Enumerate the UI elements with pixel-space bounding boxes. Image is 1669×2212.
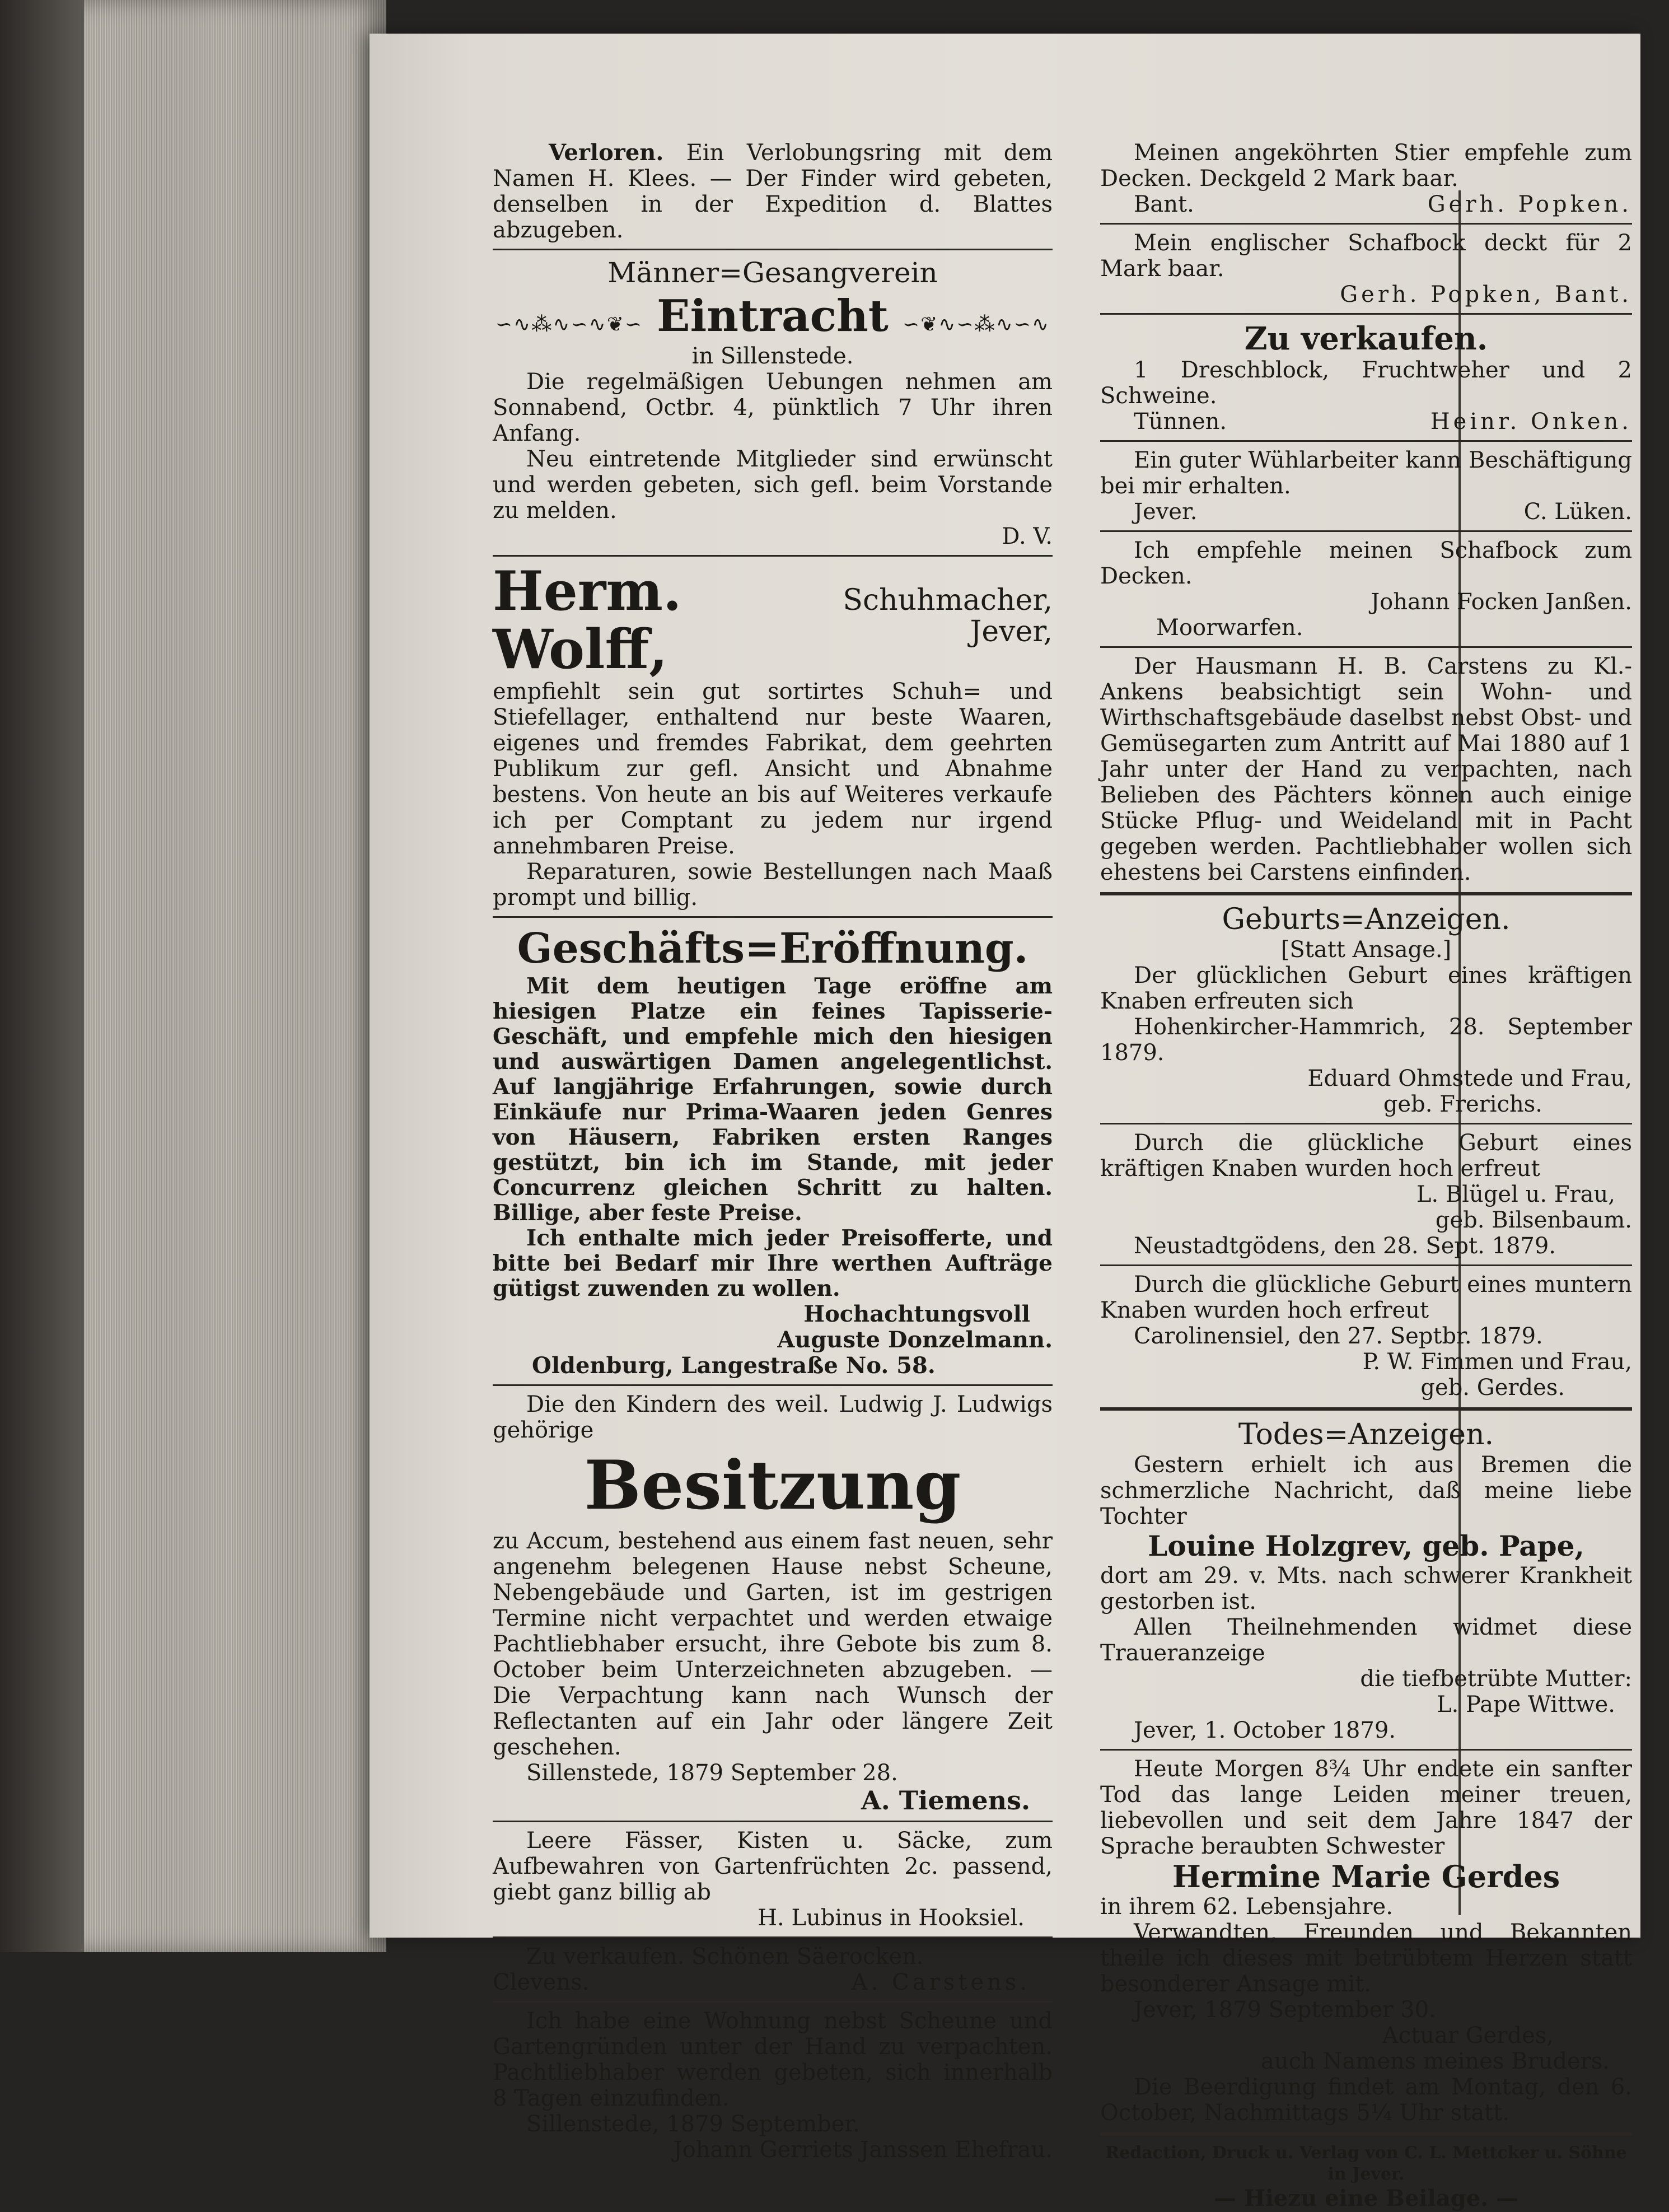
- verk-sign-row: [1100, 409, 1632, 435]
- lost-ad: [493, 140, 1053, 243]
- birth2-signature: L. Blügel u. Frau,: [1416, 1182, 1615, 1207]
- birth2-text: Durch die glückliche Geburt eines kräftigen Knaben wurden hoch erfreut: [1100, 1130, 1632, 1182]
- stier-text: Meinen angeköhrten Stier empfehle zum Decken. Deckgeld 2 Mark baar.: [1100, 140, 1632, 192]
- death2-name: Hermine Marie Gerdes: [1172, 1859, 1560, 1894]
- sale-place: Clevens.: [493, 1970, 590, 1995]
- besitz-signature: A. Tiemens.: [861, 1785, 1030, 1816]
- death2-text: Heute Morgen 8¾ Uhr endete ein sanfter Tod das lange Leiden meiner treuen, liebevollen und seit dem Jahre 1847 der Sprache beraubten Schwester: [1100, 1756, 1632, 1859]
- bock-text: Ich empfehle meinen Schafbock zum Decken.: [1100, 538, 1632, 589]
- wohnung-text: Ich habe eine Wohnung nebst Scheune und Gartengründen unter der Hand zu verpachten. Pachtliebhaber werden gebeten, sich innerhalb 8 Tagen einzufinden.: [493, 2008, 1053, 2111]
- besitz-intro: Die den Kindern des weil. Ludwig J. Ludwigs gehörige: [493, 1392, 1053, 1443]
- muehl-sign-row: [1100, 499, 1632, 525]
- geburt-subtitle: [Statt Ansage.]: [1280, 937, 1452, 963]
- birth3-date: Carolinensiel, den 27. Septbr. 1879.: [1134, 1323, 1543, 1349]
- imprint: Redaction, Druck u. Verlag von C. L. Mettcker u. Söhne in Jever.: [1105, 2143, 1627, 2184]
- faesser-text: Leere Fässer, Kisten u. Säcke, zum Aufbewahren von Gartenfrüchten 2c. passend, giebt ganz billig ab: [493, 1828, 1053, 1905]
- opening-address: Oldenburg, Langestraße No. 58.: [532, 1352, 936, 1379]
- death1-name: Louine Holzgrev, geb. Pape,: [1148, 1529, 1584, 1562]
- stier-place: Bant.: [1134, 192, 1194, 217]
- stier-signature: Gerh. Popken.: [1427, 192, 1632, 217]
- birth1-signature-2: geb. Frerichs.: [1383, 1091, 1542, 1117]
- wolff-trade: Schuhmacher,: [843, 584, 1053, 617]
- divider: [1100, 313, 1632, 315]
- left-column-content: [493, 140, 1053, 2163]
- besitz-date: Sillenstede, 1879 September 28.: [526, 1760, 898, 1786]
- birth3-signature-2: geb. Gerdes.: [1420, 1375, 1565, 1401]
- lost-heading: Verloren.: [549, 139, 664, 166]
- besitz-title: Besitzung: [584, 1446, 961, 1525]
- wohnung-signature: Johann Gerriets Janssen Ehefrau.: [673, 2137, 1053, 2163]
- book-spine-shadow: [0, 0, 84, 1952]
- besitz-text: zu Accum, bestehend aus einem fast neuen, sehr angenehm belegenen Hause nebst Scheune, Nebengebäude und Garten, ist im gestrigen Termine nicht verpachtet und werden etwaige Pachtliebhaber ersucht, ihre Gebote bis zum 8. October beim Unterzeichneten abzugeben. — Die Verpachtung kann nach Wunsch der Reflectanten auf ein Jahr oder längere Zeit geschehen.: [493, 1528, 1053, 1760]
- wolff-paragraph-2: Reparaturen, sowie Bestellungen nach Maaß prompt und billig.: [493, 859, 1053, 911]
- choir-title: Männer=Gesangverein: [607, 256, 938, 289]
- geburt-title: Geburts=Anzeigen.: [1222, 903, 1511, 936]
- sale-text: Zu verkaufen. Schönen Säerocken.: [526, 1944, 924, 1970]
- wolff-town: Jever,: [970, 615, 1053, 648]
- death1-signature-2: L. Pape Wittwe.: [1437, 1692, 1615, 1718]
- verk-title: Zu verkaufen.: [1244, 320, 1488, 357]
- lost-text: Ein Verlobungsring mit dem Namen H. Klees. — Der Finder wird gebeten, denselben in der Expedition d. Blattes abzugeben.: [493, 140, 1053, 243]
- stier-sign-row: [1100, 192, 1632, 217]
- death1-text: Gestern erhielt ich aus Bremen die schmerzliche Nachricht, daß meine liebe Tochter: [1100, 1452, 1632, 1529]
- sale-sign-row: [493, 1970, 1053, 1995]
- birth3-signature: P. W. Fimmen und Frau,: [1362, 1349, 1632, 1375]
- schaf-signature: Gerh. Popken, Bant.: [1340, 282, 1632, 307]
- opening-title: Geschäfts=Eröffnung.: [517, 925, 1028, 973]
- wolff-name: Herm. Wolff,: [493, 559, 682, 681]
- haus-text: Der Hausmann H. B. Carstens zu Kl.-Ankens beabsichtigt sein Wohn- und Wirthschaftsgebäude daselbst nebst Obst- und Gemüsegarten zum Antritt auf Mai 1880 auf 1 Jahr unter der Hand zu verpachten, nach Belieben des Pächters können auch einige Stücke Pflug- und Weideland mit in Pacht gegeben werden. Pachtliebhaber wollen sich ehestens bei Carstens einfinden.: [1100, 654, 1632, 885]
- death2-text-2: Verwandten, Freunden und Bekannten theile ich dieses mit betrübtem Herzen statt besonderer Ansage mit.: [1100, 1920, 1632, 1997]
- death2-signature: Actuar Gerdes,: [1382, 2023, 1554, 2048]
- ornament-left-icon: ∽∿⁂∿∽∿❦∽: [495, 313, 643, 336]
- death2-signature-2: auch Namens meines Bruders.: [1261, 2048, 1610, 2074]
- divider: [493, 1936, 1053, 1938]
- choir-paragraph-1: Die regelmäßigen Uebungen nehmen am Sonnabend, Octbr. 4, pünktlich 7 Uhr ihren Anfang.: [493, 369, 1053, 446]
- wolff-paragraph-1: empfiehlt sein gut sortirtes Schuh= und Stiefellager, enthaltend nur beste Waaren, eigenes und fremdes Fabrikat, dem geehrten Publikum zur gefl. Ansicht und Abnahme bestens. Von heute an bis auf Weiteres verkaufe ich per Comptant zu jedem nur irgend annehmbaren Preise.: [493, 679, 1053, 859]
- tod-title: Todes=Anzeigen.: [1238, 1418, 1494, 1452]
- death1-text-3: Allen Theilnehmenden widmet diese Traueranzeige: [1100, 1614, 1632, 1666]
- schaf-text: Mein englischer Schafbock deckt für 2 Mark baar.: [1100, 230, 1632, 282]
- opening-signature: Auguste Donzelmann.: [777, 1327, 1053, 1353]
- choir-signature: D. V.: [1002, 524, 1053, 549]
- divider: [1100, 223, 1632, 225]
- muehl-place: Jever.: [1134, 499, 1198, 525]
- right-column-content: [1100, 140, 1632, 2212]
- divider: [1100, 530, 1632, 532]
- verk-text: 1 Dreschblock, Fruchtweher und 2 Schweine.: [1100, 357, 1632, 409]
- birth1-date: Hohenkircher-Hammrich, 28. September 1879.: [1100, 1014, 1632, 1066]
- choir-name-row: [493, 292, 1053, 341]
- wolff-header: [493, 559, 1053, 681]
- divider: [493, 916, 1053, 918]
- verk-signature: Heinr. Onken.: [1430, 409, 1632, 435]
- ornament-right-icon: ∽❦∿∽⁂∿∽∿: [902, 313, 1050, 336]
- death2-age: in ihrem 62. Lebensjahre.: [1100, 1894, 1393, 1920]
- divider: [1100, 646, 1632, 648]
- opening-paragraph-1: Mit dem heutigen Tage eröffne am hiesigen Platze ein feines Tapisserie-Geschäft, und empfehle mich den hiesigen und auswärtigen Damen angelegentlichst. Auf langjährige Erfahrungen, sowie durch Einkäufe nur Prima-Waaren jeden Genres von Häusern, Fabriken ersten Ranges gestützt, bin ich im Stande, mit jeder Concurrenz gleichen Schritt zu halten. Billige, aber feste Preise.: [493, 973, 1053, 1226]
- bock-place: Moorwarfen.: [1156, 615, 1303, 641]
- opening-greeting: Hochachtungsvoll: [803, 1301, 1030, 1327]
- death1-date: Jever, 1. October 1879.: [1134, 1718, 1396, 1743]
- divider-thick: [1100, 1407, 1632, 1411]
- wohnung-date: Sillenstede, 1879 September.: [526, 2111, 860, 2137]
- death2-date: Jever, 1879 September 30.: [1134, 1997, 1436, 2023]
- bock-signature: Johann Focken Janßen.: [1371, 589, 1632, 615]
- divider: [493, 1821, 1053, 1822]
- choir-place: in Sillenstede.: [691, 343, 854, 369]
- sale-signature: A. Carstens.: [851, 1970, 1030, 1995]
- divider: [1100, 1264, 1632, 1266]
- death1-signature: die tiefbetrübte Mutter:: [1360, 1666, 1632, 1692]
- choir-name: Eintracht: [657, 291, 889, 342]
- supplement-note: — Hiezu eine Beilage. —: [1213, 2185, 1519, 2211]
- divider: [493, 249, 1053, 250]
- faesser-signature: H. Lubinus in Hooksiel.: [758, 1905, 1025, 1931]
- birth3-text: Durch die glückliche Geburt eines muntern Knaben wurden hoch erfreut: [1100, 1272, 1632, 1323]
- muehl-signature: C. Lüken.: [1523, 499, 1632, 525]
- death1-text-2: dort am 29. v. Mts. nach schwerer Krankheit gestorben ist.: [1100, 1563, 1632, 1614]
- divider: [493, 1384, 1053, 1386]
- divider-thick: [1100, 2132, 1632, 2136]
- birth1-signature: Eduard Ohmstede und Frau,: [1307, 1066, 1632, 1091]
- birth1-text: Der glücklichen Geburt eines kräftigen Knaben erfreuten sich: [1100, 963, 1632, 1014]
- divider: [1100, 1123, 1632, 1124]
- choir-paragraph-2: Neu eintretende Mitglieder sind erwünscht und werden gebeten, sich gefl. beim Vorstande zu melden.: [493, 446, 1053, 524]
- divider: [493, 555, 1053, 557]
- muehl-text: Ein guter Wühlarbeiter kann Beschäftigung bei mir erhalten.: [1100, 447, 1632, 499]
- death2-funeral: Die Beerdigung findet am Montag, den 6. October, Nachmittags 5¼ Uhr statt.: [1100, 2074, 1632, 2126]
- opening-paragraph-2: Ich enthalte mich jeder Preisofferte, und bitte bei Bedarf mir Ihre werthen Aufträge gütigst zuwenden zu wollen.: [493, 1225, 1053, 1301]
- birth2-date: Neustadtgödens, den 28. Sept. 1879.: [1134, 1233, 1556, 1259]
- divider: [1100, 440, 1632, 442]
- divider: [1100, 1749, 1632, 1751]
- divider-thick: [1100, 892, 1632, 895]
- birth2-signature-2: geb. Bilsenbaum.: [1435, 1207, 1632, 1233]
- verk-place: Tünnen.: [1134, 409, 1227, 435]
- divider: [493, 2001, 1053, 2003]
